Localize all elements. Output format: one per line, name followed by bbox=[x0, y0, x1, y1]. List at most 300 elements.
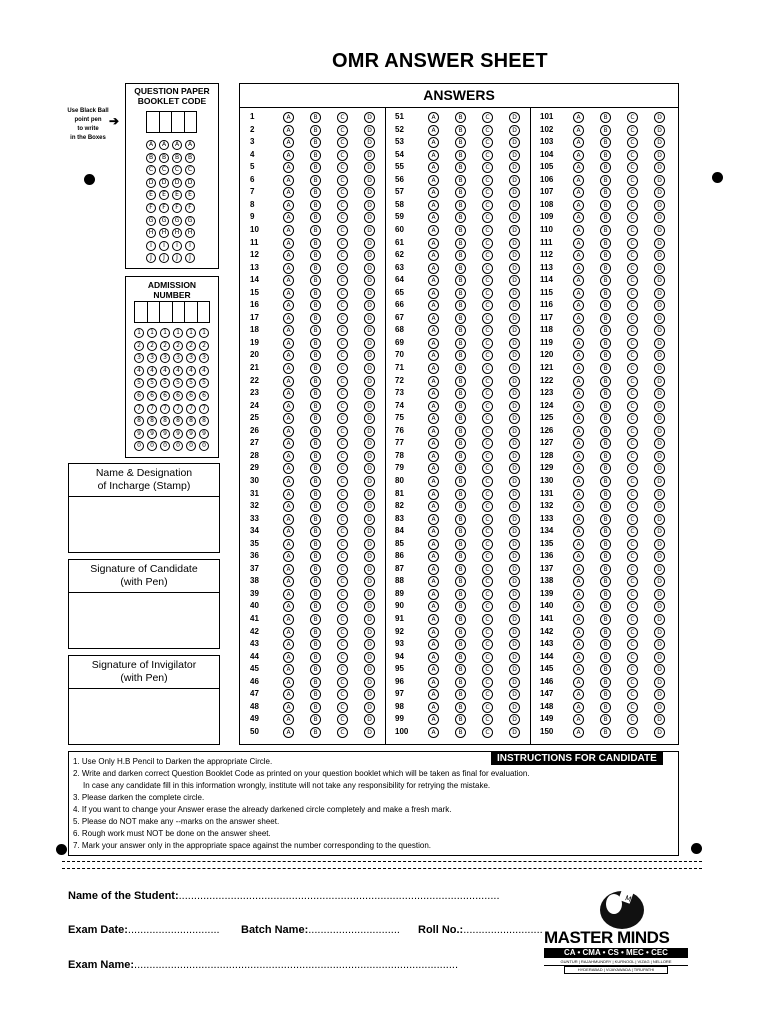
answer-bubble[interactable]: A bbox=[283, 639, 294, 650]
admission-bubble[interactable]: 7 bbox=[186, 404, 196, 414]
answer-bubble[interactable]: D bbox=[364, 526, 375, 537]
answer-bubble[interactable]: A bbox=[283, 689, 294, 700]
answer-bubble[interactable]: A bbox=[573, 187, 584, 198]
answer-bubble[interactable]: D bbox=[509, 350, 520, 361]
answer-bubble[interactable]: D bbox=[654, 476, 665, 487]
booklet-bubble[interactable]: A bbox=[172, 140, 182, 150]
booklet-bubble[interactable]: J bbox=[172, 253, 182, 263]
answer-bubble[interactable]: D bbox=[364, 313, 375, 324]
answer-bubble[interactable]: B bbox=[600, 551, 611, 562]
answer-bubble[interactable]: A bbox=[428, 564, 439, 575]
answer-bubble[interactable]: C bbox=[337, 212, 348, 223]
answer-bubble[interactable]: A bbox=[573, 313, 584, 324]
answer-bubble[interactable]: A bbox=[428, 576, 439, 587]
answer-bubble[interactable]: A bbox=[283, 476, 294, 487]
answer-bubble[interactable]: B bbox=[600, 714, 611, 725]
answer-bubble[interactable]: D bbox=[509, 413, 520, 424]
answer-bubble[interactable]: B bbox=[600, 689, 611, 700]
admission-bubble[interactable]: 0 bbox=[199, 441, 209, 451]
answer-bubble[interactable]: D bbox=[364, 664, 375, 675]
answer-bubble[interactable]: A bbox=[283, 275, 294, 286]
answer-bubble[interactable]: D bbox=[509, 652, 520, 663]
answer-bubble[interactable]: D bbox=[509, 576, 520, 587]
answer-bubble[interactable]: C bbox=[482, 112, 493, 123]
answer-bubble[interactable]: C bbox=[627, 526, 638, 537]
booklet-bubble[interactable]: G bbox=[159, 216, 169, 226]
answer-bubble[interactable]: B bbox=[310, 677, 321, 688]
answer-bubble[interactable]: B bbox=[600, 238, 611, 249]
answer-bubble[interactable]: C bbox=[337, 187, 348, 198]
answer-bubble[interactable]: D bbox=[364, 300, 375, 311]
booklet-bubble[interactable]: I bbox=[146, 241, 156, 251]
answer-bubble[interactable]: C bbox=[482, 702, 493, 713]
answer-bubble[interactable]: C bbox=[337, 426, 348, 437]
answer-bubble[interactable]: B bbox=[310, 689, 321, 700]
admission-cell[interactable] bbox=[172, 301, 186, 323]
booklet-bubble[interactable]: A bbox=[185, 140, 195, 150]
answer-bubble[interactable]: D bbox=[364, 601, 375, 612]
answer-bubble[interactable]: B bbox=[455, 376, 466, 387]
answer-bubble[interactable]: B bbox=[310, 489, 321, 500]
answer-bubble[interactable]: A bbox=[428, 451, 439, 462]
answer-bubble[interactable]: B bbox=[310, 162, 321, 173]
answer-bubble[interactable]: D bbox=[509, 137, 520, 148]
admission-bubble[interactable]: 7 bbox=[160, 404, 170, 414]
answer-bubble[interactable]: D bbox=[654, 263, 665, 274]
answer-bubble[interactable]: B bbox=[600, 325, 611, 336]
answer-bubble[interactable]: B bbox=[310, 576, 321, 587]
answer-bubble[interactable]: B bbox=[310, 288, 321, 299]
answer-bubble[interactable]: C bbox=[482, 413, 493, 424]
answer-bubble[interactable]: A bbox=[573, 714, 584, 725]
answer-bubble[interactable]: B bbox=[310, 664, 321, 675]
answer-bubble[interactable]: C bbox=[627, 187, 638, 198]
answer-bubble[interactable]: A bbox=[428, 526, 439, 537]
answer-bubble[interactable]: B bbox=[600, 225, 611, 236]
booklet-bubble[interactable]: F bbox=[146, 203, 156, 213]
answer-bubble[interactable]: A bbox=[573, 338, 584, 349]
answer-bubble[interactable]: B bbox=[455, 250, 466, 261]
answer-bubble[interactable]: B bbox=[310, 388, 321, 399]
answer-bubble[interactable]: D bbox=[509, 539, 520, 550]
answer-bubble[interactable]: A bbox=[428, 463, 439, 474]
answer-bubble[interactable]: A bbox=[428, 438, 439, 449]
answer-bubble[interactable]: A bbox=[573, 112, 584, 123]
candidate-signature-box[interactable] bbox=[68, 559, 220, 649]
answer-bubble[interactable]: A bbox=[428, 601, 439, 612]
admission-cell[interactable] bbox=[147, 301, 161, 323]
booklet-bubble[interactable]: J bbox=[185, 253, 195, 263]
booklet-bubble[interactable]: E bbox=[185, 190, 195, 200]
answer-bubble[interactable]: A bbox=[573, 614, 584, 625]
answer-bubble[interactable]: C bbox=[337, 589, 348, 600]
answer-bubble[interactable]: C bbox=[482, 476, 493, 487]
admission-bubble[interactable]: 9 bbox=[173, 429, 183, 439]
answer-bubble[interactable]: C bbox=[627, 539, 638, 550]
answer-bubble[interactable]: B bbox=[310, 526, 321, 537]
answer-bubble[interactable]: A bbox=[283, 451, 294, 462]
answer-bubble[interactable]: B bbox=[600, 162, 611, 173]
answer-bubble[interactable]: C bbox=[482, 162, 493, 173]
answer-bubble[interactable]: D bbox=[509, 376, 520, 387]
answer-bubble[interactable]: A bbox=[283, 413, 294, 424]
admission-bubble[interactable]: 1 bbox=[186, 328, 196, 338]
answer-bubble[interactable]: B bbox=[600, 175, 611, 186]
answer-bubble[interactable]: A bbox=[283, 288, 294, 299]
answer-bubble[interactable]: A bbox=[283, 175, 294, 186]
answer-bubble[interactable]: B bbox=[310, 564, 321, 575]
answer-bubble[interactable]: B bbox=[455, 338, 466, 349]
answer-bubble[interactable]: A bbox=[283, 627, 294, 638]
answer-bubble[interactable]: D bbox=[364, 187, 375, 198]
admission-bubble[interactable]: 4 bbox=[160, 366, 170, 376]
answer-bubble[interactable]: C bbox=[482, 125, 493, 136]
answer-bubble[interactable]: D bbox=[654, 652, 665, 663]
answer-bubble[interactable]: A bbox=[428, 288, 439, 299]
answer-bubble[interactable]: D bbox=[509, 162, 520, 173]
answer-bubble[interactable]: A bbox=[428, 212, 439, 223]
answer-bubble[interactable]: A bbox=[428, 702, 439, 713]
answer-bubble[interactable]: C bbox=[482, 313, 493, 324]
admission-bubble[interactable]: 8 bbox=[134, 416, 144, 426]
admission-cell[interactable] bbox=[134, 301, 148, 323]
answer-bubble[interactable]: B bbox=[600, 401, 611, 412]
answer-bubble[interactable]: B bbox=[310, 363, 321, 374]
answer-bubble[interactable]: A bbox=[283, 702, 294, 713]
answer-bubble[interactable]: C bbox=[482, 150, 493, 161]
answer-bubble[interactable]: D bbox=[654, 275, 665, 286]
answer-bubble[interactable]: B bbox=[600, 288, 611, 299]
answer-bubble[interactable]: D bbox=[364, 426, 375, 437]
answer-bubble[interactable]: D bbox=[364, 438, 375, 449]
answer-bubble[interactable]: D bbox=[654, 564, 665, 575]
answer-bubble[interactable]: B bbox=[455, 363, 466, 374]
answer-bubble[interactable]: C bbox=[627, 238, 638, 249]
answer-bubble[interactable]: D bbox=[654, 727, 665, 738]
answer-bubble[interactable]: C bbox=[337, 601, 348, 612]
answer-bubble[interactable]: B bbox=[600, 489, 611, 500]
answer-bubble[interactable]: A bbox=[428, 225, 439, 236]
answer-bubble[interactable]: C bbox=[337, 401, 348, 412]
answer-bubble[interactable]: D bbox=[509, 388, 520, 399]
roll-no-field[interactable]: Roll No.:.......................... bbox=[418, 924, 543, 936]
answer-bubble[interactable]: A bbox=[428, 652, 439, 663]
answer-bubble[interactable]: D bbox=[654, 489, 665, 500]
answer-bubble[interactable]: B bbox=[600, 187, 611, 198]
answer-bubble[interactable]: B bbox=[455, 576, 466, 587]
answer-bubble[interactable]: C bbox=[627, 501, 638, 512]
answer-bubble[interactable]: D bbox=[654, 501, 665, 512]
answer-bubble[interactable]: D bbox=[364, 476, 375, 487]
answer-bubble[interactable]: D bbox=[509, 288, 520, 299]
answer-bubble[interactable]: B bbox=[310, 702, 321, 713]
answer-bubble[interactable]: C bbox=[627, 363, 638, 374]
answer-bubble[interactable]: A bbox=[573, 325, 584, 336]
answer-bubble[interactable]: A bbox=[428, 300, 439, 311]
answer-bubble[interactable]: C bbox=[337, 200, 348, 211]
answer-bubble[interactable]: B bbox=[310, 451, 321, 462]
answer-bubble[interactable]: D bbox=[654, 313, 665, 324]
answer-bubble[interactable]: C bbox=[482, 187, 493, 198]
answer-bubble[interactable]: D bbox=[509, 212, 520, 223]
answer-bubble[interactable]: B bbox=[310, 501, 321, 512]
answer-bubble[interactable]: C bbox=[482, 514, 493, 525]
answer-bubble[interactable]: D bbox=[654, 589, 665, 600]
booklet-bubble[interactable]: H bbox=[159, 228, 169, 238]
answer-bubble[interactable]: A bbox=[573, 413, 584, 424]
answer-bubble[interactable]: A bbox=[283, 137, 294, 148]
answer-bubble[interactable]: D bbox=[654, 514, 665, 525]
answer-bubble[interactable]: D bbox=[509, 514, 520, 525]
answer-bubble[interactable]: A bbox=[283, 313, 294, 324]
answer-bubble[interactable]: B bbox=[455, 514, 466, 525]
admission-bubble[interactable]: 4 bbox=[186, 366, 196, 376]
answer-bubble[interactable]: A bbox=[283, 539, 294, 550]
booklet-bubble[interactable]: B bbox=[146, 153, 156, 163]
answer-bubble[interactable]: D bbox=[654, 627, 665, 638]
answer-bubble[interactable]: D bbox=[509, 438, 520, 449]
answer-bubble[interactable]: D bbox=[364, 338, 375, 349]
answer-bubble[interactable]: A bbox=[428, 175, 439, 186]
answer-bubble[interactable]: C bbox=[337, 576, 348, 587]
answer-bubble[interactable]: D bbox=[364, 413, 375, 424]
booklet-bubble[interactable]: D bbox=[159, 178, 169, 188]
answer-bubble[interactable]: A bbox=[283, 238, 294, 249]
answer-bubble[interactable]: C bbox=[337, 514, 348, 525]
answer-bubble[interactable]: B bbox=[455, 489, 466, 500]
answer-bubble[interactable]: B bbox=[600, 125, 611, 136]
answer-bubble[interactable]: D bbox=[509, 150, 520, 161]
answer-bubble[interactable]: C bbox=[337, 300, 348, 311]
answer-bubble[interactable]: B bbox=[455, 689, 466, 700]
admission-bubble[interactable]: 6 bbox=[199, 391, 209, 401]
answer-bubble[interactable]: D bbox=[509, 727, 520, 738]
answer-bubble[interactable]: A bbox=[428, 677, 439, 688]
answer-bubble[interactable]: A bbox=[428, 162, 439, 173]
answer-bubble[interactable]: B bbox=[310, 652, 321, 663]
admission-bubble[interactable]: 2 bbox=[160, 341, 170, 351]
answer-bubble[interactable]: B bbox=[600, 137, 611, 148]
admission-bubble[interactable]: 9 bbox=[199, 429, 209, 439]
answer-bubble[interactable]: C bbox=[337, 288, 348, 299]
booklet-bubble[interactable]: D bbox=[185, 178, 195, 188]
answer-bubble[interactable]: A bbox=[283, 401, 294, 412]
answer-bubble[interactable]: D bbox=[364, 175, 375, 186]
answer-bubble[interactable]: B bbox=[310, 589, 321, 600]
answer-bubble[interactable]: C bbox=[482, 526, 493, 537]
answer-bubble[interactable]: C bbox=[627, 589, 638, 600]
answer-bubble[interactable]: A bbox=[573, 225, 584, 236]
answer-bubble[interactable]: D bbox=[654, 639, 665, 650]
answer-bubble[interactable]: A bbox=[283, 589, 294, 600]
booklet-bubble[interactable]: I bbox=[159, 241, 169, 251]
answer-bubble[interactable]: A bbox=[283, 551, 294, 562]
answer-bubble[interactable]: C bbox=[482, 489, 493, 500]
answer-bubble[interactable]: A bbox=[573, 501, 584, 512]
answer-bubble[interactable]: C bbox=[337, 476, 348, 487]
answer-bubble[interactable]: D bbox=[364, 627, 375, 638]
admission-bubble[interactable]: 9 bbox=[160, 429, 170, 439]
answer-bubble[interactable]: C bbox=[627, 614, 638, 625]
answer-bubble[interactable]: C bbox=[627, 677, 638, 688]
answer-bubble[interactable]: D bbox=[654, 601, 665, 612]
answer-bubble[interactable]: C bbox=[627, 576, 638, 587]
answer-bubble[interactable]: A bbox=[428, 714, 439, 725]
answer-bubble[interactable]: D bbox=[654, 125, 665, 136]
answer-bubble[interactable]: C bbox=[337, 539, 348, 550]
booklet-bubble[interactable]: A bbox=[146, 140, 156, 150]
answer-bubble[interactable]: C bbox=[627, 162, 638, 173]
answer-bubble[interactable]: B bbox=[310, 727, 321, 738]
answer-bubble[interactable]: B bbox=[455, 652, 466, 663]
answer-bubble[interactable]: D bbox=[364, 401, 375, 412]
answer-bubble[interactable]: B bbox=[455, 300, 466, 311]
answer-bubble[interactable]: D bbox=[654, 376, 665, 387]
booklet-bubble[interactable]: B bbox=[185, 153, 195, 163]
answer-bubble[interactable]: B bbox=[455, 714, 466, 725]
answer-bubble[interactable]: C bbox=[627, 413, 638, 424]
answer-bubble[interactable]: C bbox=[337, 501, 348, 512]
answer-bubble[interactable]: B bbox=[455, 388, 466, 399]
answer-bubble[interactable]: B bbox=[310, 426, 321, 437]
answer-bubble[interactable]: D bbox=[654, 300, 665, 311]
answer-bubble[interactable]: B bbox=[600, 664, 611, 675]
answer-bubble[interactable]: D bbox=[654, 238, 665, 249]
answer-bubble[interactable]: D bbox=[364, 489, 375, 500]
answer-bubble[interactable]: C bbox=[337, 526, 348, 537]
answer-bubble[interactable]: A bbox=[283, 514, 294, 525]
answer-bubble[interactable]: A bbox=[573, 212, 584, 223]
answer-bubble[interactable]: D bbox=[364, 501, 375, 512]
admission-bubble[interactable]: 5 bbox=[160, 378, 170, 388]
answer-bubble[interactable]: C bbox=[337, 162, 348, 173]
answer-bubble[interactable]: B bbox=[600, 376, 611, 387]
answer-bubble[interactable]: A bbox=[573, 275, 584, 286]
answer-bubble[interactable]: A bbox=[428, 313, 439, 324]
answer-bubble[interactable]: D bbox=[654, 250, 665, 261]
answer-bubble[interactable]: B bbox=[455, 162, 466, 173]
answer-bubble[interactable]: D bbox=[509, 526, 520, 537]
answer-bubble[interactable]: D bbox=[654, 350, 665, 361]
answer-bubble[interactable]: C bbox=[627, 627, 638, 638]
answer-bubble[interactable]: C bbox=[482, 388, 493, 399]
answer-bubble[interactable]: B bbox=[455, 426, 466, 437]
answer-bubble[interactable]: A bbox=[428, 551, 439, 562]
answer-bubble[interactable]: A bbox=[573, 350, 584, 361]
answer-bubble[interactable]: C bbox=[627, 451, 638, 462]
answer-bubble[interactable]: B bbox=[455, 551, 466, 562]
answer-bubble[interactable]: C bbox=[337, 112, 348, 123]
answer-bubble[interactable]: D bbox=[509, 689, 520, 700]
admission-bubble[interactable]: 3 bbox=[147, 353, 157, 363]
answer-bubble[interactable]: A bbox=[428, 325, 439, 336]
answer-bubble[interactable]: C bbox=[337, 689, 348, 700]
answer-bubble[interactable]: A bbox=[428, 401, 439, 412]
booklet-bubble[interactable]: C bbox=[146, 165, 156, 175]
answer-bubble[interactable]: B bbox=[455, 451, 466, 462]
answer-bubble[interactable]: C bbox=[627, 401, 638, 412]
answer-bubble[interactable]: D bbox=[654, 576, 665, 587]
answer-bubble[interactable]: A bbox=[573, 564, 584, 575]
admission-bubble[interactable]: 7 bbox=[134, 404, 144, 414]
answer-bubble[interactable]: C bbox=[627, 388, 638, 399]
answer-bubble[interactable]: B bbox=[455, 225, 466, 236]
answer-bubble[interactable]: C bbox=[482, 589, 493, 600]
answer-bubble[interactable]: A bbox=[283, 376, 294, 387]
answer-bubble[interactable]: D bbox=[364, 162, 375, 173]
answer-bubble[interactable]: C bbox=[337, 150, 348, 161]
answer-bubble[interactable]: A bbox=[283, 501, 294, 512]
answer-bubble[interactable]: B bbox=[310, 438, 321, 449]
answer-bubble[interactable]: B bbox=[455, 564, 466, 575]
answer-bubble[interactable]: D bbox=[509, 338, 520, 349]
answer-bubble[interactable]: A bbox=[573, 137, 584, 148]
answer-bubble[interactable]: D bbox=[654, 288, 665, 299]
booklet-bubble[interactable]: G bbox=[185, 216, 195, 226]
answer-bubble[interactable]: C bbox=[627, 225, 638, 236]
answer-bubble[interactable]: C bbox=[482, 225, 493, 236]
answer-bubble[interactable]: A bbox=[283, 438, 294, 449]
answer-bubble[interactable]: C bbox=[627, 275, 638, 286]
answer-bubble[interactable]: A bbox=[283, 325, 294, 336]
admission-cell[interactable] bbox=[197, 301, 211, 323]
answer-bubble[interactable]: D bbox=[654, 212, 665, 223]
answer-bubble[interactable]: D bbox=[509, 476, 520, 487]
answer-bubble[interactable]: A bbox=[573, 162, 584, 173]
answer-bubble[interactable]: D bbox=[364, 125, 375, 136]
answer-bubble[interactable]: B bbox=[455, 175, 466, 186]
answer-bubble[interactable]: A bbox=[283, 162, 294, 173]
answer-bubble[interactable]: D bbox=[509, 112, 520, 123]
answer-bubble[interactable]: A bbox=[428, 614, 439, 625]
answer-bubble[interactable]: B bbox=[600, 275, 611, 286]
answer-bubble[interactable]: D bbox=[654, 401, 665, 412]
answer-bubble[interactable]: C bbox=[627, 551, 638, 562]
answer-bubble[interactable]: C bbox=[627, 664, 638, 675]
answer-bubble[interactable]: D bbox=[509, 463, 520, 474]
answer-bubble[interactable]: B bbox=[600, 727, 611, 738]
answer-bubble[interactable]: C bbox=[482, 426, 493, 437]
answer-bubble[interactable]: C bbox=[482, 263, 493, 274]
answer-bubble[interactable]: A bbox=[573, 150, 584, 161]
answer-bubble[interactable]: D bbox=[654, 112, 665, 123]
answer-bubble[interactable]: A bbox=[283, 727, 294, 738]
answer-bubble[interactable]: D bbox=[654, 388, 665, 399]
answer-bubble[interactable]: D bbox=[364, 514, 375, 525]
answer-bubble[interactable]: C bbox=[337, 275, 348, 286]
answer-bubble[interactable]: D bbox=[364, 689, 375, 700]
answer-bubble[interactable]: C bbox=[337, 652, 348, 663]
answer-bubble[interactable]: B bbox=[600, 501, 611, 512]
answer-bubble[interactable]: C bbox=[337, 238, 348, 249]
answer-bubble[interactable]: D bbox=[654, 200, 665, 211]
answer-bubble[interactable]: C bbox=[337, 125, 348, 136]
answer-bubble[interactable]: C bbox=[337, 677, 348, 688]
answer-bubble[interactable]: D bbox=[654, 438, 665, 449]
answer-bubble[interactable]: B bbox=[310, 275, 321, 286]
answer-bubble[interactable]: D bbox=[509, 551, 520, 562]
answer-bubble[interactable]: A bbox=[573, 589, 584, 600]
admission-bubble[interactable]: 5 bbox=[186, 378, 196, 388]
booklet-bubble[interactable]: B bbox=[159, 153, 169, 163]
booklet-bubble[interactable]: H bbox=[172, 228, 182, 238]
answer-bubble[interactable]: C bbox=[627, 200, 638, 211]
answer-bubble[interactable]: B bbox=[600, 614, 611, 625]
answer-bubble[interactable]: C bbox=[482, 614, 493, 625]
answer-bubble[interactable]: C bbox=[337, 551, 348, 562]
answer-bubble[interactable]: B bbox=[310, 112, 321, 123]
admission-bubble[interactable]: 6 bbox=[160, 391, 170, 401]
